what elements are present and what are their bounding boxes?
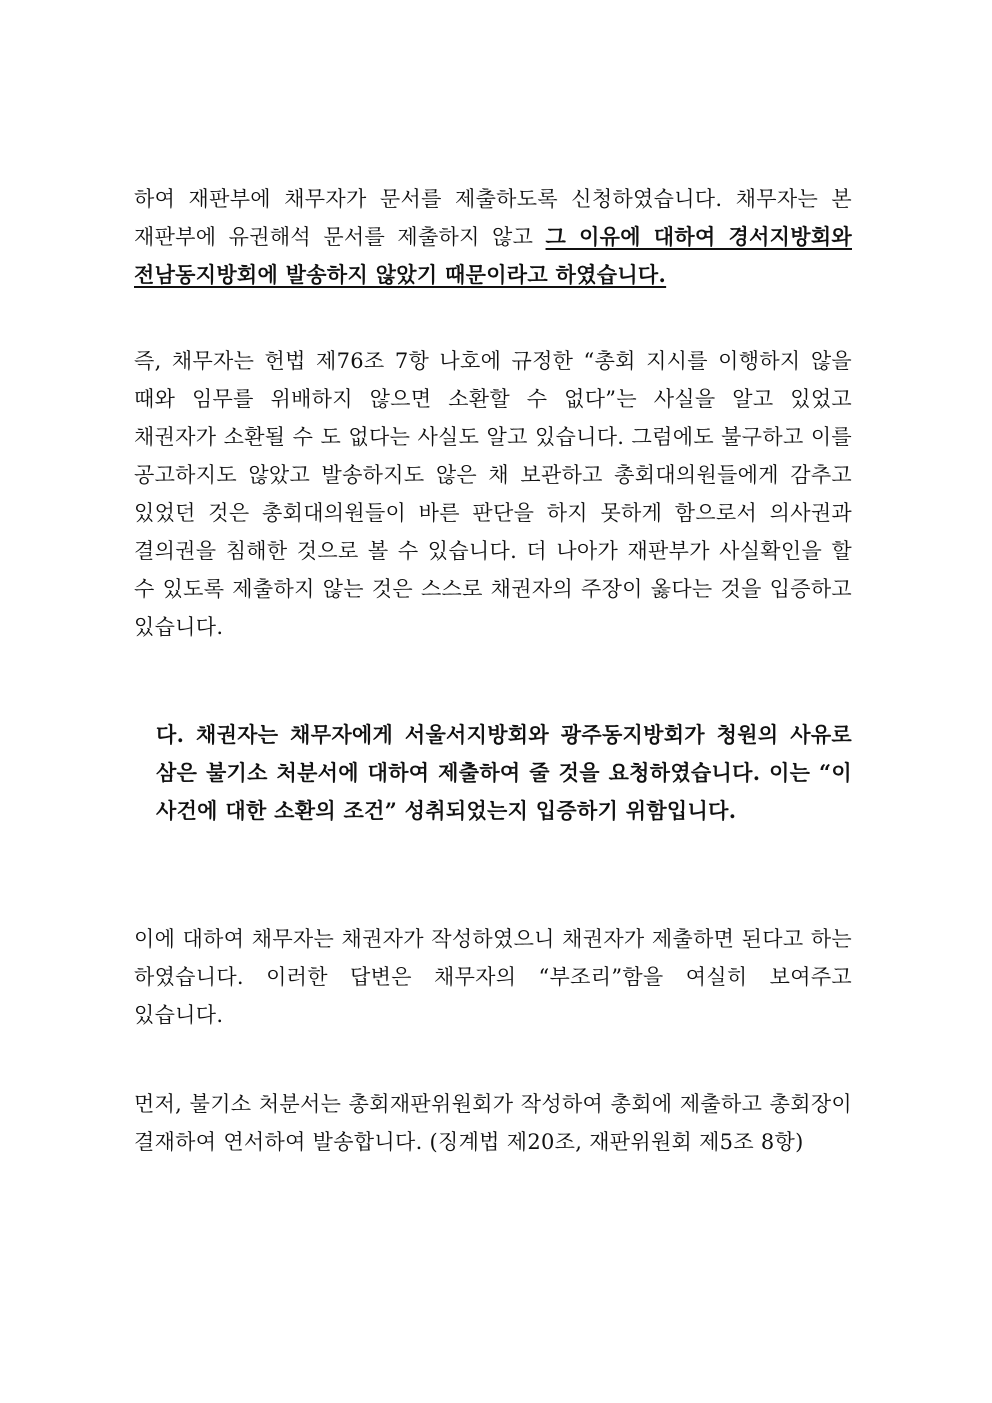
section-da-heading-paragraph: 다. 채권자는 채무자에게 서울서지방회와 광주동지방회가 청원의 사유로 삼은 불기소 처분서에 대하여 제출하여 줄 것을 요청하였습니다. 이는 “이 사건에 대한 소환의 조건” 성취되었는지 입증하기 위함입니다. — [156, 722, 852, 823]
paragraph-constitution-argument: 즉, 채무자는 헌법 제76조 7항 나호에 규정한 “총회 지시를 이행하지 않을 때와 임무를 위배하지 않으면 소환할 수 없다”는 사실을 알고 있었고 채권자가 소환될 수 도 없다는 사실도 알고 있습니다. 그럼에도 불구하고 이를 공고하지도 않았고 발송하지도 않은 채 보관하고 총회대의원들에게 감추고 있었던 것은 총회대의원들이 바른 판단을 하지 못하게 함으로서 의사권과 결의권을 침해한 것으로 볼 수 있습니다. 더 나아가 재판부가 사실확인을 할 수 있도록 제출하지 않는 것은 스스로 채권자의 주장이 옳다는 것을 입증하고 있습니다. — [134, 349, 852, 639]
underlined-emphasis-text: 그 이유에 대하여 경서지방회와 전남동지방회에 발송하지 않았기 때문이라고 하였습니다. — [134, 224, 852, 287]
paragraph-disposition-procedure: 먼저, 불기소 처분서는 총회재판위원회가 작성하여 총회에 제출하고 총회장이 결재하여 연서하여 발송합니다. (징계법 제20조, 재판위원회 제5조 8항) — [134, 1092, 852, 1154]
paragraph-text: 하여 재판부에 채무자가 문서를 제출하도록 신청하였습니다. 채무자는 본 재판부에 유권해석 문서를 제출하지 않고 — [134, 187, 852, 249]
paragraph-document-request — [134, 180, 852, 294]
paragraph-debtor-response: 이에 대하여 채무자는 채권자가 작성하였으니 채권자가 제출하면 된다고 하는 하였습니다. 이러한 답변은 채무자의 “부조리”함을 여실히 보여주고 있습니다. — [134, 927, 852, 1027]
